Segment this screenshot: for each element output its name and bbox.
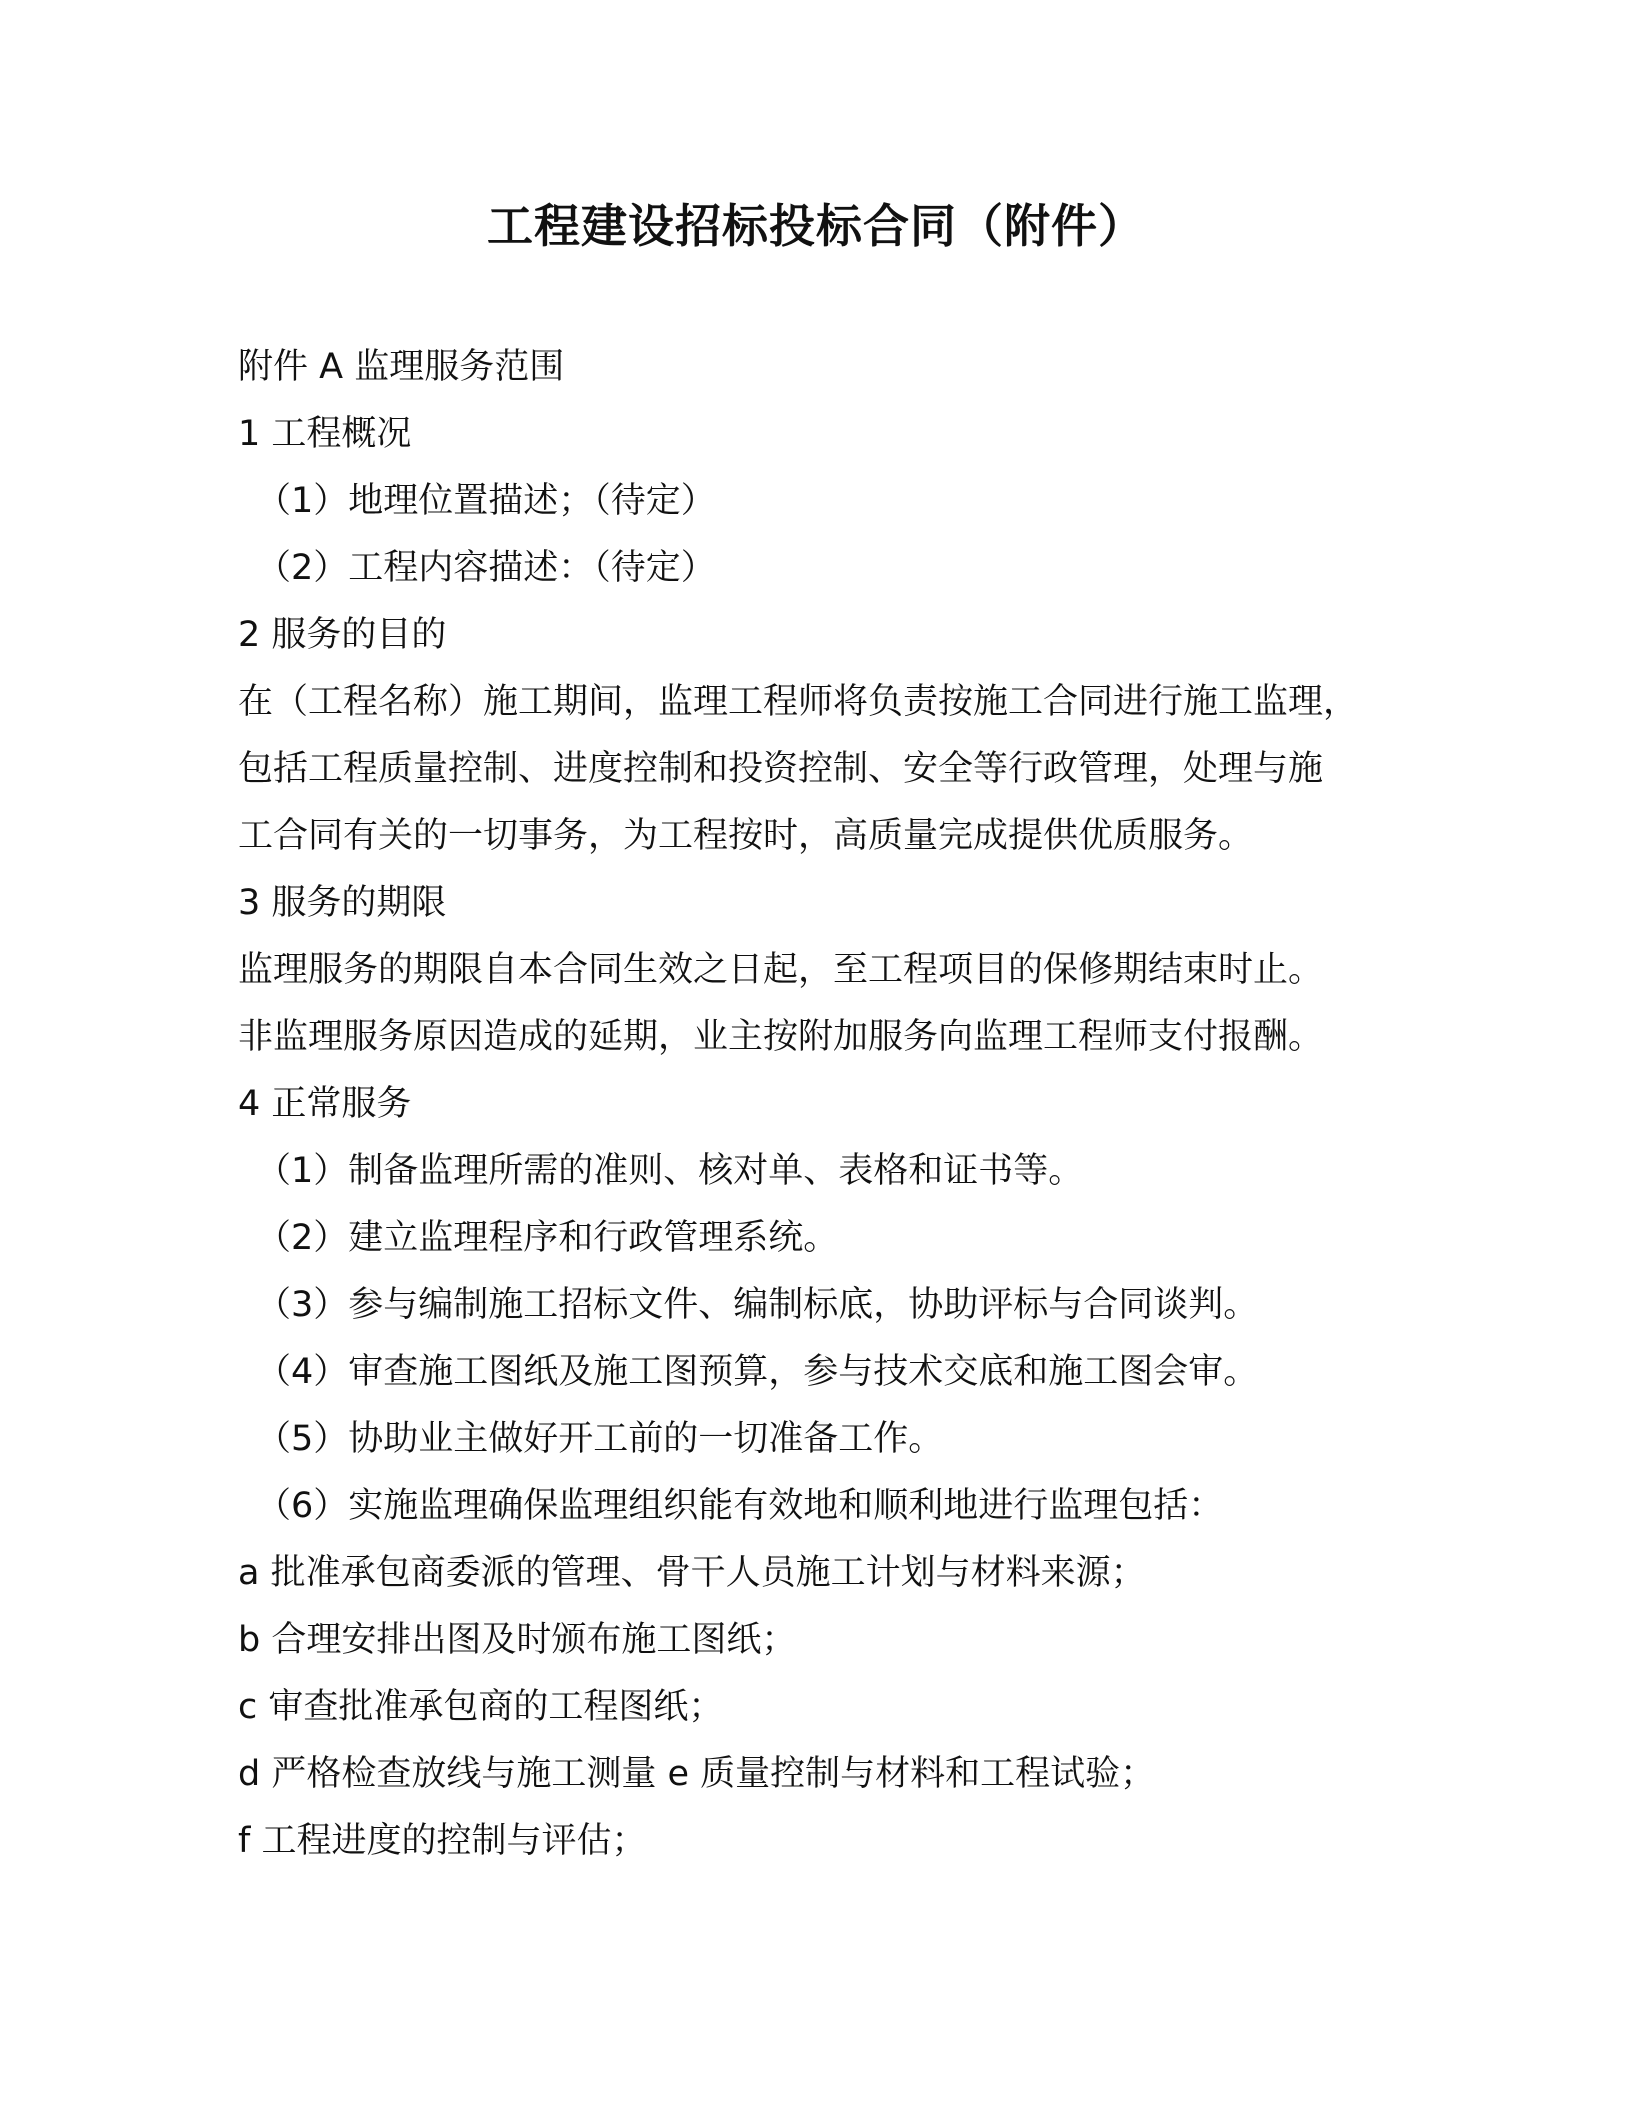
sub-list-item: b 合理安排出图及时颁布施工图纸；: [238, 1620, 797, 1660]
section-heading-annex-a: 附件 A 监理服务范围: [238, 347, 565, 387]
list-item: （3）参与编制施工招标文件、编制标底，协助评标与合同谈判。: [256, 1285, 1259, 1325]
document-title: 工程建设招标投标合同（附件）: [487, 199, 1145, 253]
section-heading-project-overview: 1 工程概况: [238, 414, 412, 454]
sub-list-item: f 工程进度的控制与评估；: [238, 1821, 647, 1861]
paragraph-line: 非监理服务原因造成的延期，业主按附加服务向监理工程师支付报酬。: [238, 1017, 1324, 1057]
section-heading-service-purpose: 2 服务的目的: [238, 615, 447, 655]
paragraph-line: 在（工程名称）施工期间，监理工程师将负责按施工合同进行施工监理，: [238, 682, 1359, 722]
sub-list-item: d 严格检查放线与施工测量 e 质量控制与材料和工程试验；: [238, 1754, 1156, 1794]
paragraph-line: 监理服务的期限自本合同生效之日起，至工程项目的保修期结束时止。: [238, 950, 1324, 990]
sub-list-item: c 审查批准承包商的工程图纸；: [238, 1687, 724, 1727]
paragraph-line: 工合同有关的一切事务，为工程按时，高质量完成提供优质服务。: [238, 816, 1254, 856]
sub-list-item: a 批准承包商委派的管理、骨干人员施工计划与材料来源；: [238, 1553, 1146, 1593]
list-item: （1）地理位置描述；（待定）: [256, 481, 716, 521]
list-item: （5）协助业主做好开工前的一切准备工作。: [256, 1419, 944, 1459]
section-heading-normal-service: 4 正常服务: [238, 1084, 412, 1124]
list-item: （6）实施监理确保监理组织能有效地和顺利地进行监理包括：: [256, 1486, 1224, 1526]
document-body: [238, 334, 1438, 1875]
list-item: （2）工程内容描述：（待定）: [256, 548, 716, 588]
list-item: （2）建立监理程序和行政管理系统。: [256, 1218, 839, 1258]
paragraph-line: 包括工程质量控制、进度控制和投资控制、安全等行政管理，处理与施: [238, 749, 1324, 789]
list-item: （4）审查施工图纸及施工图预算，参与技术交底和施工图会审。: [256, 1352, 1259, 1392]
section-heading-service-period: 3 服务的期限: [238, 883, 447, 923]
list-item: （1）制备监理所需的准则、核对单、表格和证书等。: [256, 1151, 1084, 1191]
